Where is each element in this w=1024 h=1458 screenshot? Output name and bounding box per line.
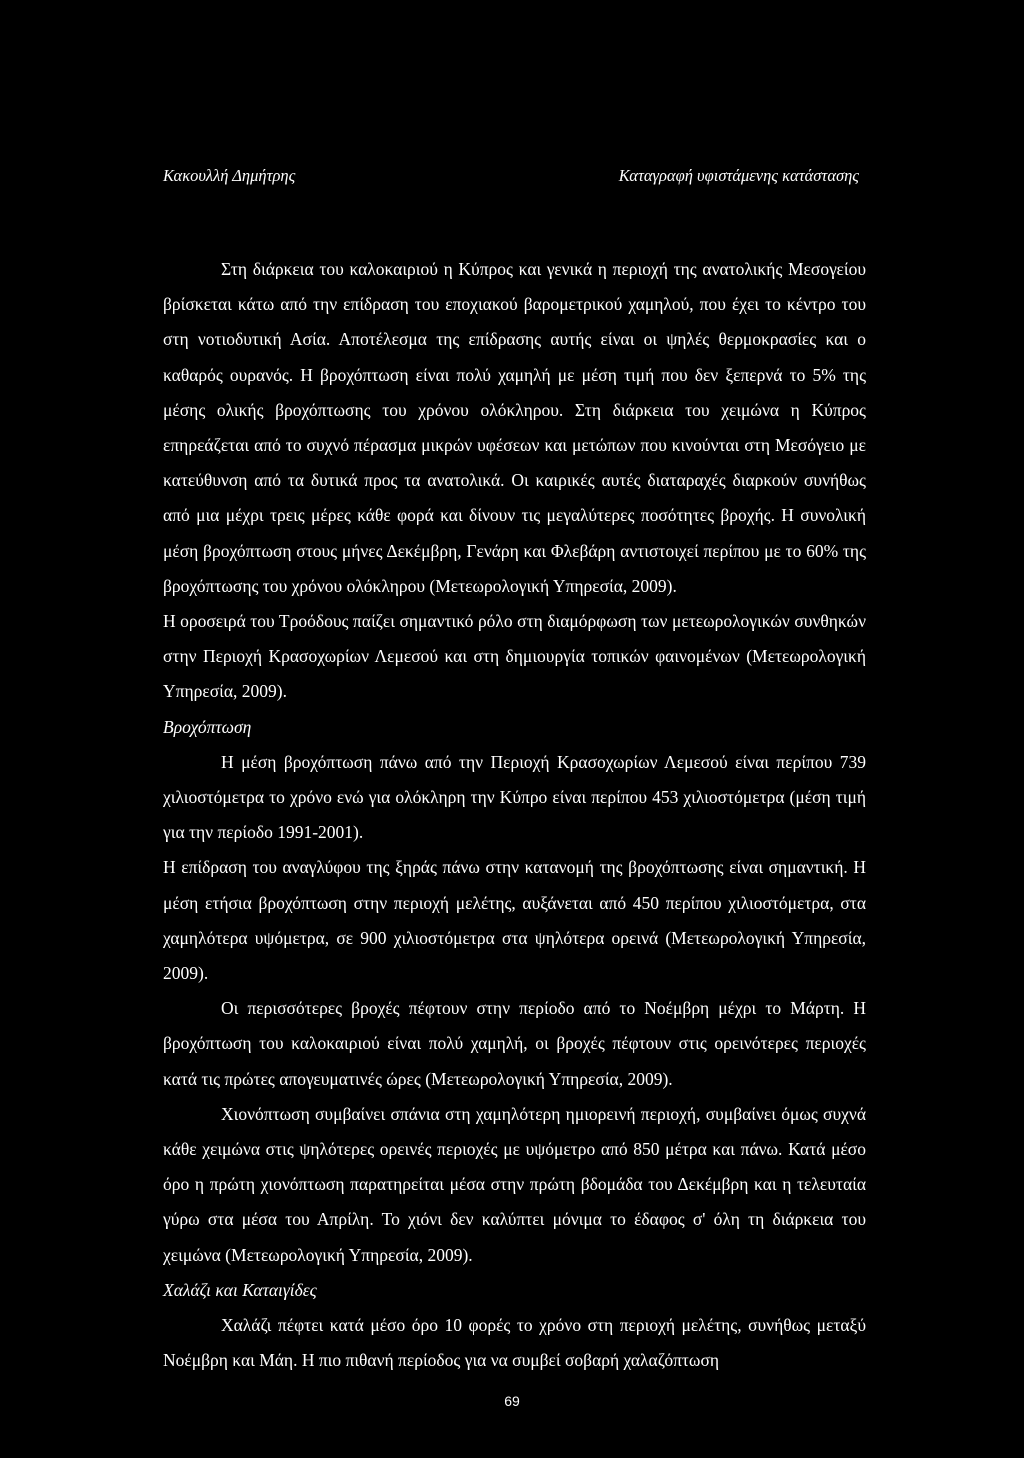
- header-title: Καταγραφή υφιστάμενης κατάστασης: [618, 166, 859, 185]
- paragraph-hail: Χαλάζι πέφτει κατά μέσο όρο 10 φορές το χρόνο στη περιοχή μελέτης, συνήθως μεταξύ Νοέμβρη και Μάη. Η πιο πιθανή περίοδος για να συμβεί σοβαρή χαλαζόπτωση: [163, 1315, 866, 1371]
- header-author: Κακουλλή Δημήτρης: [163, 166, 296, 185]
- paragraph-snowfall: Χιονόπτωση συμβαίνει σπάνια στη χαμηλότερη ημιορεινή περιοχή, συμβαίνει όμως συχνά κάθε χειμώνα στις ψηλότερες ορεινές περιοχές με υψόμετρο από 850 μέτρα και πάνω. Κατά μέσο όρο η πρώτη χιονόπτωση παρατηρείται μέσα στην πρώτη βδομάδα του Δεκέμβρη και η τελευταία γύρω στα μέσα του Απρίλη. Το χιόνι δεν καλύπτει μόνιμα το έδαφος σ' όλη τη διάρκεια του χειμώνα (Μετεωρολογική Υπηρεσία, 2009).: [163, 1103, 866, 1265]
- paragraph-rain-season: Οι περισσότερες βροχές πέφτουν στην περίοδο από το Νοέμβρη μέχρι το Μάρτη. Η βροχόπτωση του καλοκαιριού είναι πολύ χαμηλή, οι βροχές πέφτουν στις ορεινότερες περιοχές κατά τις πρώτες απογευματινές ώρες (Μετεωρολογική Υπηρεσία, 2009).: [163, 998, 866, 1089]
- page-number: 69: [504, 1393, 520, 1409]
- paragraph-mean-rainfall: Η μέση βροχόπτωση πάνω από την Περιοχή Κρασοχωρίων Λεμεσού είναι περίπου 739 χιλιοστόμετρα το χρόνο ενώ για ολόκληρη την Κύπρο είναι περίπου 453 χιλιοστόμετρα (μέση τιμή για την περίοδο 1991-2001).: [163, 751, 866, 843]
- section-heading-hail-storms: Χαλάζι και Καταιγίδες: [163, 1279, 317, 1300]
- paragraph-troodos: Η οροσειρά του Τροόδους παίζει σημαντικό ρόλο στη διαμόρφωση των μετεωρολογικών συνθηκών στην Περιοχή Κρασοχωρίων Λεμεσού και στη δημιουργία τοπικών φαινομένων (Μετεωρολογική Υπηρεσία, 2009).: [163, 611, 866, 702]
- paragraph-relief-effect: Η επίδραση του αναγλύφου της ξηράς πάνω στην κατανομή της βροχόπτωσης είναι σημαντική. Η μέση ετήσια βροχόπτωση στην περιοχή μελέτης, αυξάνεται από 450 περίπου χιλιοστόμετρα, στα χαμηλότερα υψόμετρα, σε 900 χιλιοστόμετρα στα ψηλότερα ορεινά (Μετεωρολογική Υπηρεσία, 2009).: [163, 857, 866, 984]
- section-heading-rainfall: Βροχόπτωση: [163, 716, 252, 737]
- page-body: [163, 252, 866, 1379]
- paragraph-climate-seasons: Στη διάρκεια του καλοκαιριού η Κύπρος και γενικά η περιοχή της ανατολικής Μεσογείου βρίσκεται κάτω από την επίδραση του εποχιακού βαρομετρικού χαμηλού, που έχει το κέντρο του στη νοτιοδυτική Ασία. Αποτέλεσμα της επίδρασης αυτής είναι οι ψηλές θερμοκρασίες και ο καθαρός ουρανός. Η βροχόπτωση είναι πολύ χαμηλή με μέση τιμή που δεν ξεπερνά το 5% της μέσης ολικής βροχόπτωσης του χρόνου ολόκληρου. Στη διάρκεια του χειμώνα η Κύπρος επηρεάζεται από το συχνό πέρασμα μικρών υφέσεων και μετώπων που κινούνται στη Μεσόγειο με κατεύθυνση από τα δυτικά προς τα ανατολικά. Οι καιρικές αυτές διαταραχές διαρκούν συνήθως από μια μέχρι τρεις μέρες κάθε φορά και δίνουν τις μεγαλύτερες ποσότητες βροχής. Η συνολική μέση βροχόπτωση στους μήνες Δεκέμβρη, Γενάρη και Φλεβάρη αντιστοιχεί περίπου με το 60% της βροχόπτωσης του χρόνου ολόκληρου (Μετεωρολογική Υπηρεσία, 2009).: [163, 259, 866, 596]
